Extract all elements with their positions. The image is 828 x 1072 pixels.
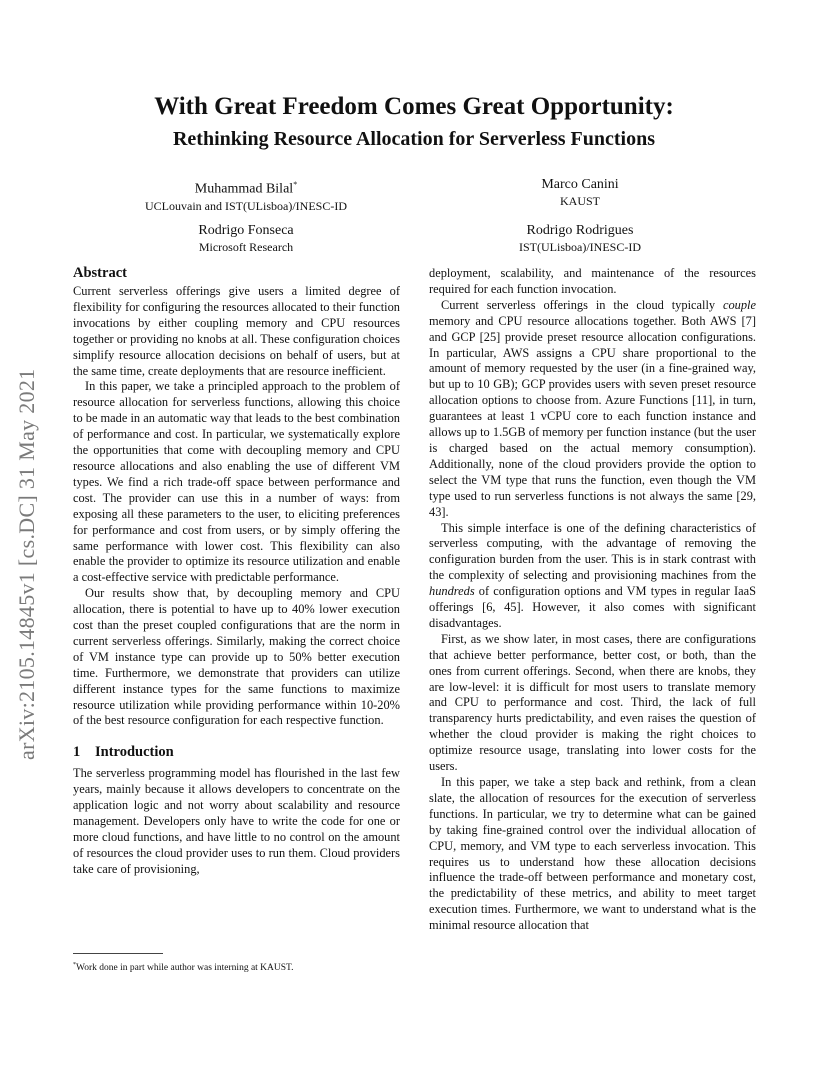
abstract-paragraph: Current serverless offerings give users a limited degree of flexibility for configuring the resources allocated to their function invocations by either coupling memory and CPU resources together or providing no knobs at all. These configuration choices simplify resource allocation decisions on behalf of users, but at the same time, create deployments that are resource inefficient. xyxy=(73,284,400,378)
right-column xyxy=(429,266,756,934)
section-number: 1 xyxy=(73,744,81,761)
author-block xyxy=(420,222,740,255)
body-paragraph: First, as we show later, in most cases, there are configurations that achieve better performance, better cost, or both, than the ones from current offerings. Second, when there are knobs, they are low-level: it is difficult for most users to translate memory and CPU to performance and cost. Third, the lack of full transparency hurts predictability, and even raises the question of whether the cloud provider is making the right choices to optimize resource usage, translating into lower costs for the users. xyxy=(429,631,756,774)
author-block xyxy=(86,222,406,255)
body-paragraph: This simple interface is one of the defining characteristics of serverless computing, with the advantage of removing the configuration burden from the user. This is in stark contrast with the complexity of selecting and provisioning machines from the hundreds of configuration options and VM types in regular IaaS offerings [6, 45]. However, it also comes with significant disadvantages. xyxy=(429,520,756,630)
author-affiliation: KAUST xyxy=(559,194,600,208)
footnote-text: Work done in part while author was interning at KAUST. xyxy=(76,963,294,974)
footnote-mark: * xyxy=(73,962,76,968)
author-footnote-mark: * xyxy=(293,180,298,189)
author-block xyxy=(420,176,740,209)
author-affiliation: IST(ULisboa)/INESC-ID xyxy=(519,240,641,254)
author-name: Marco Canini xyxy=(541,177,619,192)
body-paragraph: Current serverless offerings in the cloud typically couple memory and CPU resource allocations together. Both AWS [7] and GCP [25] provide preset resource allocation configurations. In particular, AWS assigns a CPU share proportional to the amount of memory requested by the user (in a fine-grained way, but up to 10 GB); GCP provides users with seven preset resource allocation options to choose from. Azure Functions [11], in turn, guarantees at least 1 vCPU core to each function instance and allows up to 1.5GB of memory per function instance (but the user is charged based on the actual memory consumption). Additionally, none of the cloud providers provide the option to select the VM type that runs the function, even though the VM type used to run serverless functions is not always the same [29, 43]. xyxy=(429,297,756,519)
body-paragraph: In this paper, we take a step back and rethink, from a clean slate, the allocation of resources for the execution of serverless functions. In particular, we try to determine what can be gained by taking fine-grained control over the individual allocation of CPU, memory, and VM type to each serverless invocation. This requires us to understand how these allocation decisions influence the trade-off between performance and monetary cost, the predictability of these metrics, and ability to meet target execution times. Furthermore, we want to understand what is the minimal resource allocation that xyxy=(429,775,756,933)
body-paragraph: The serverless programming model has flourished in the last few years, mainly because it allows developers to concentrate on the application logic and not worry about scalability and resource management. Developers only have to write the code for one or more cloud functions, and have little to no control on the amount of resources the cloud provider uses to run them. Cloud providers take care of provisioning, xyxy=(73,766,400,876)
body-paragraph: deployment, scalability, and maintenance of the resources required for each function invocation. xyxy=(429,266,756,296)
arxiv-stamp: arXiv:2105.14845v1 [cs.DC] 31 May 2021 xyxy=(14,368,39,760)
section-heading xyxy=(73,743,400,761)
title-line-1: With Great Freedom Comes Great Opportunity: xyxy=(154,93,674,120)
abstract-heading: Abstract xyxy=(73,265,127,281)
abstract-paragraph: In this paper, we take a principled approach to the problem of resource allocation for serverless functions, allowing this choice to be made in an automatic way that leads to the best combination of performance and cost. In particular, we systematically explore the opportunities that come with decoupling memory and CPU resource allocations and also enabling the use of different VM types. We find a rich trade-off space between performance and cost. The provider can use this in a number of ways: from exposing all these parameters to the user, to eliciting preferences for performance and cost from users, or by simply offering the same performance with lower cost. This flexibility can also enable the provider to optimize its resource utilization and enable a cost-effective service with predictable performance. xyxy=(73,379,400,585)
author-name: Muhammad Bilal xyxy=(194,181,294,197)
author-block xyxy=(86,176,406,214)
author-affiliation: UCLouvain and IST(ULisboa)/INESC-ID xyxy=(145,198,347,213)
author-name: Rodrigo Rodrigues xyxy=(526,223,634,238)
author-name: Rodrigo Fonseca xyxy=(198,223,294,238)
section-title: Introduction xyxy=(95,744,174,761)
emphasis: hundreds xyxy=(429,584,475,599)
footnote-divider xyxy=(73,953,163,954)
author-affiliation: Microsoft Research xyxy=(198,240,294,254)
emphasis: couple xyxy=(722,297,756,312)
abstract-paragraph: Our results show that, by decoupling memory and CPU allocation, there is potential to have up to 40% lower execution cost than the preset coupled configurations that are the norm in current serverless offerings. Similarly, making the correct choice of VM instance type can provide up to 50% better execution time. Furthermore, we demonstrate that providers can utilize different instance types for the same functions to maximize resource utilization while providing performance within 10-20% of the best resource configuration for each respective function. xyxy=(73,586,400,728)
title-line-2: Rethinking Resource Allocation for Serverless Functions xyxy=(172,128,656,150)
footnote xyxy=(73,959,294,974)
paper-title xyxy=(0,92,828,152)
left-column xyxy=(73,264,400,878)
